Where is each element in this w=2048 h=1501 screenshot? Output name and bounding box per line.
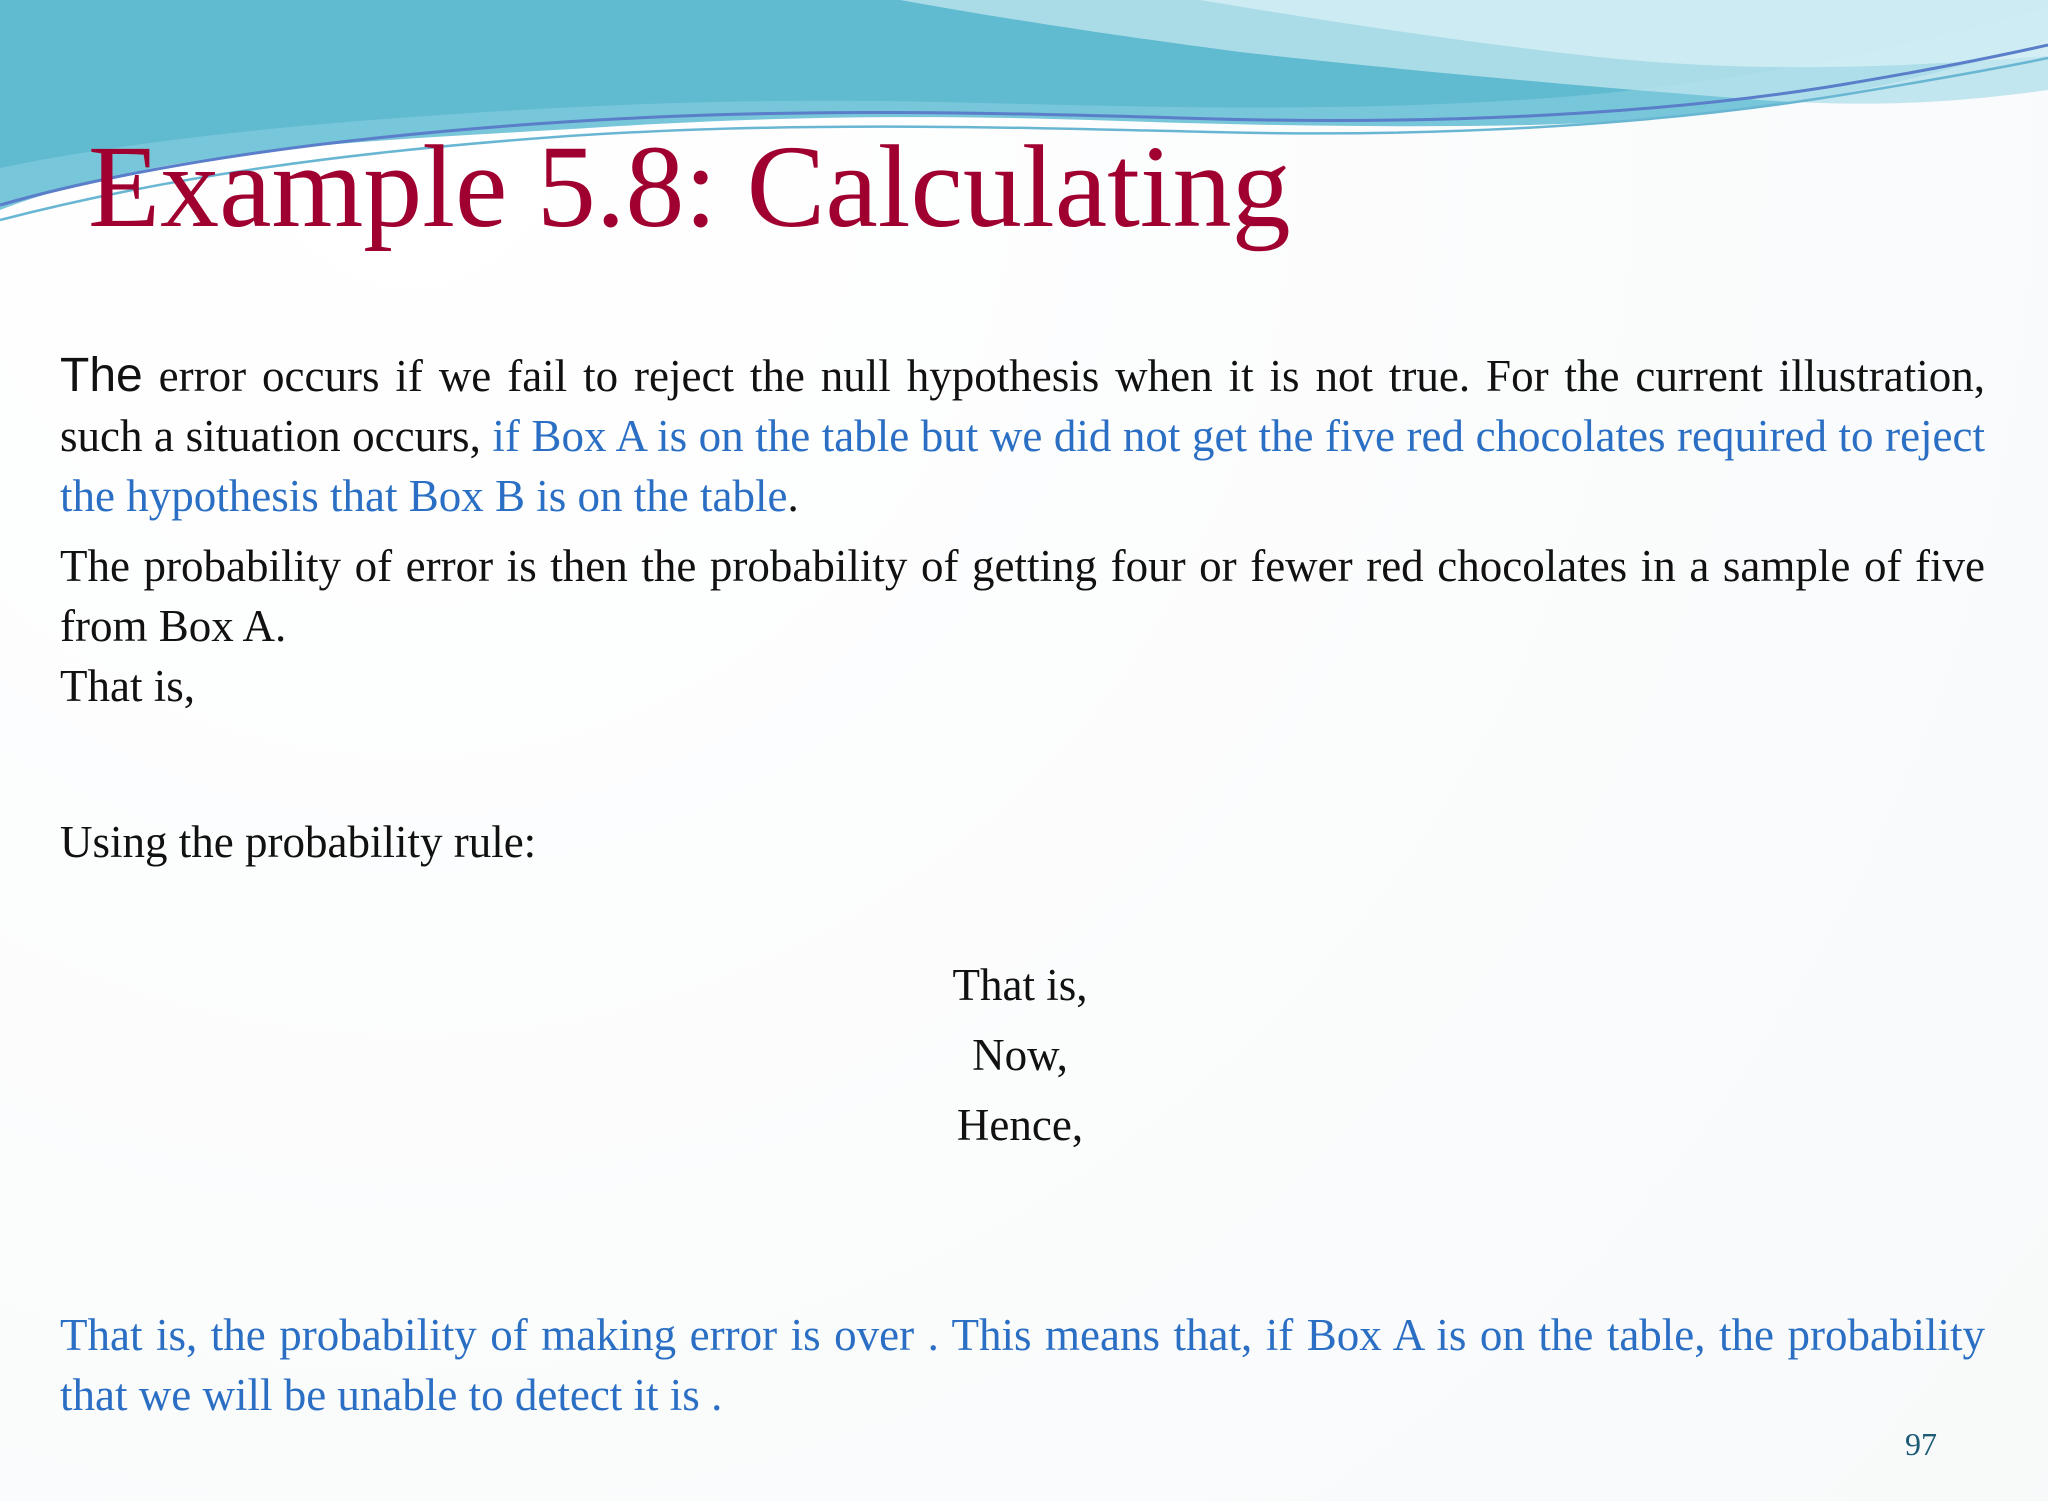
center-line-that-is: That is,	[952, 960, 1088, 1010]
slide-body	[60, 346, 1985, 716]
conclusion-paragraph: That is, the probability of making error is over . This means that, if Box A is on the table, the probability that we will be unable to detect it is .	[60, 1310, 1985, 1420]
centered-derivation-lines	[740, 950, 1300, 1160]
paragraph-period: .	[787, 471, 799, 521]
paragraph-probability-description: The probability of error is then the probability of getting four or fewer red chocolates in a sample of five from Box A.	[60, 541, 1985, 651]
that-is-label: That is,	[60, 661, 195, 711]
center-line-hence: Hence,	[956, 1100, 1084, 1150]
paragraph-highlight-text: if Box A is on the table but we did not get the five red chocolates required to reject the hypothesis that Box B is on the table	[60, 411, 1985, 521]
center-line-now: Now,	[972, 1030, 1068, 1080]
paragraph-text-part1: error occurs if we fail to reject the null hypothesis when it is not true. For the current illustration, such a situation occurs,	[60, 351, 1985, 461]
slide-title: Example 5.8: Calculating	[88, 121, 1291, 252]
page-number: 97	[1905, 1426, 1937, 1462]
paragraph-type-ii-error	[60, 346, 1985, 526]
paragraph-lead-word: The	[60, 349, 143, 402]
probability-rule-label: Using the probability rule:	[60, 817, 537, 867]
